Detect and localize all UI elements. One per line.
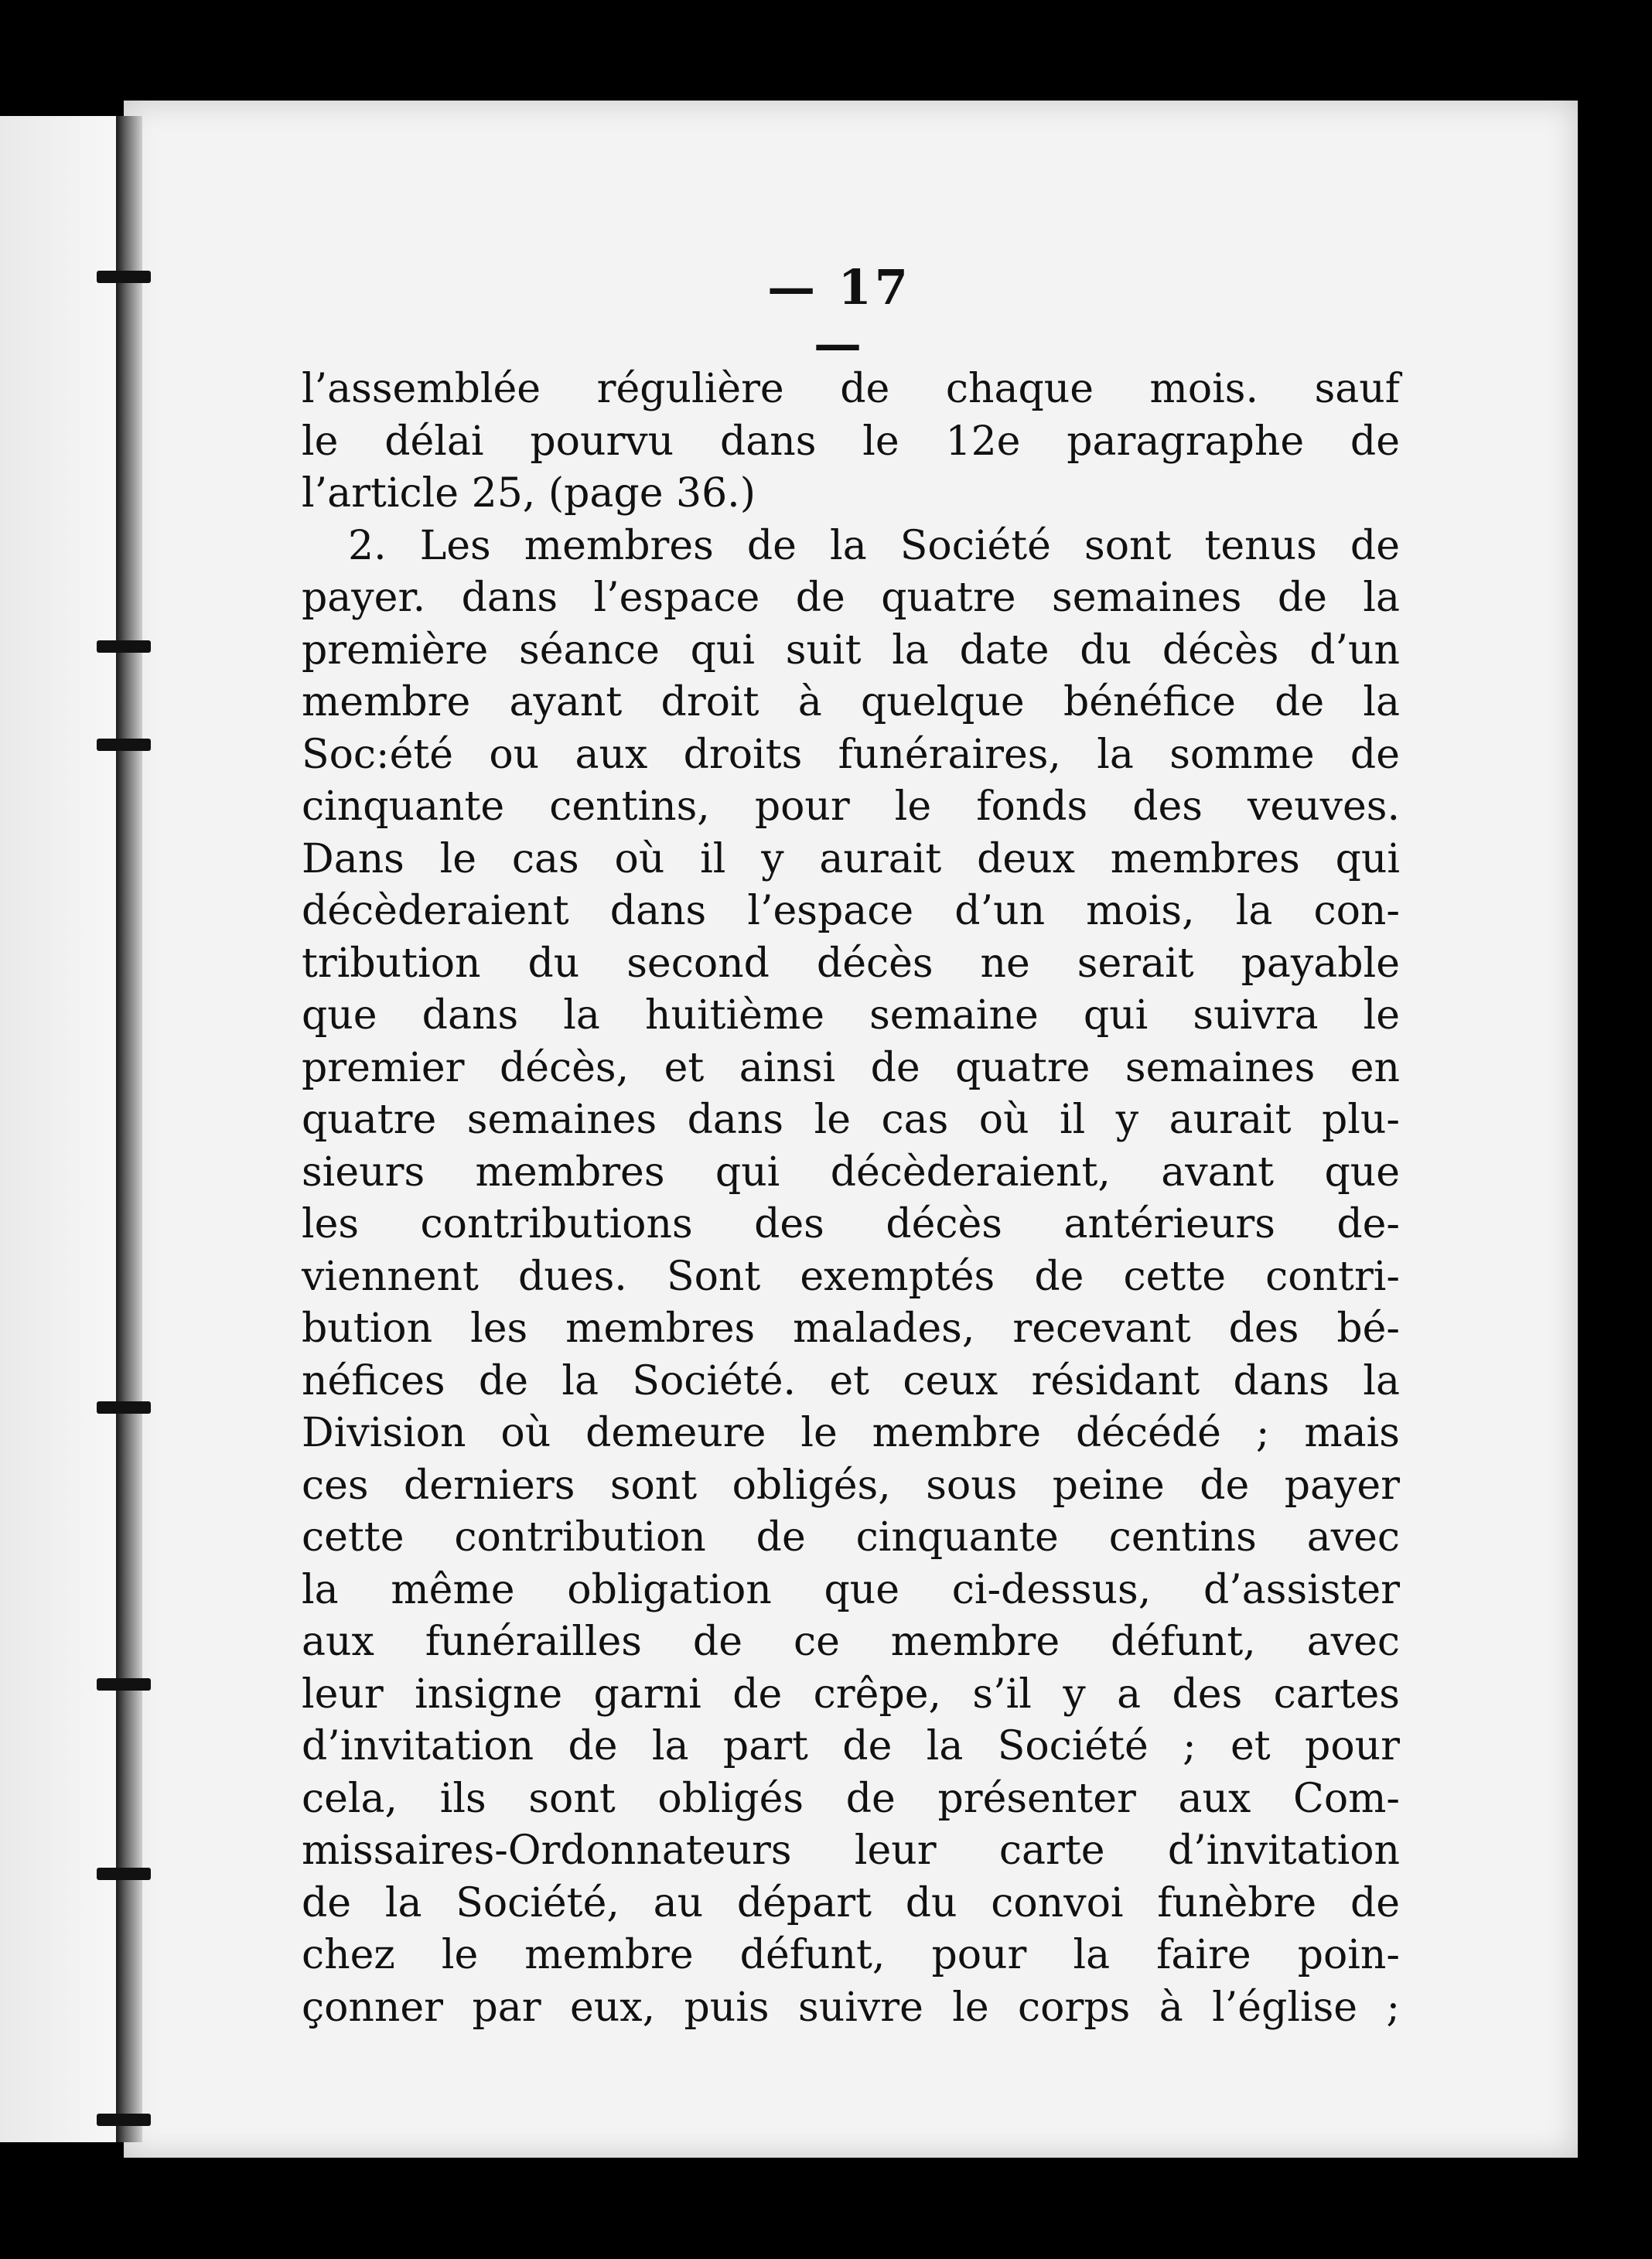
text-line: d’invitation de la part de la Société ; et pour bbox=[302, 1723, 1400, 1769]
binding-stitch bbox=[97, 271, 151, 283]
binding-stitch bbox=[97, 1401, 151, 1414]
text-line: missaires-Ordonnateurs leur carte d’invitation bbox=[302, 1827, 1400, 1874]
text-line: sieurs membres qui décèderaient, avant que bbox=[302, 1148, 1400, 1196]
text-line: payer. dans l’espace de quatre semaines de la bbox=[302, 575, 1400, 621]
binding-stitch bbox=[97, 1678, 151, 1691]
text-line: tribution du second décès ne serait payable bbox=[302, 940, 1400, 987]
text-line: Soc:été ou aux droits funéraires, la somme de bbox=[302, 731, 1400, 778]
text-line: les contributions des décès antérieurs de- bbox=[302, 1201, 1400, 1247]
text-line: l’article 25, (page 36.) bbox=[302, 470, 756, 517]
binding-stitch bbox=[97, 640, 151, 653]
text-line: chez le membre défunt, pour la faire poin- bbox=[302, 1932, 1400, 1978]
text-line: que dans la huitième semaine qui suivra le bbox=[302, 992, 1400, 1039]
text-line: Dans le cas où il y aurait deux membres qui bbox=[302, 835, 1400, 882]
page-number: — 17 — bbox=[767, 259, 911, 372]
body-text bbox=[302, 363, 1400, 2034]
text-line: ces derniers sont obligés, sous peine de payer bbox=[302, 1462, 1400, 1509]
text-line: leur insigne garni de crêpe, s’il y a des cartes bbox=[302, 1670, 1400, 1718]
text-line: aux funérailles de ce membre défunt, avec bbox=[302, 1619, 1400, 1665]
text-line: l’assemblée régulière de chaque mois. sauf bbox=[302, 366, 1400, 412]
text-line: çonner par eux, puis suivre le corps à l’église ; bbox=[302, 1984, 1400, 2031]
text-line: cela, ils sont obligés de présenter aux Com- bbox=[302, 1775, 1400, 1822]
text-line: cinquante centins, pour le fonds des veuves. bbox=[302, 783, 1400, 830]
text-line: quatre semaines dans le cas où il y aurait plu- bbox=[302, 1097, 1400, 1143]
text-line: décèderaient dans l’espace d’un mois, la con- bbox=[302, 888, 1400, 934]
text-line: viennent dues. Sont exemptés de cette contri- bbox=[302, 1253, 1400, 1300]
binding-stitch bbox=[97, 1868, 151, 1880]
book-binding bbox=[116, 116, 142, 2142]
text-line: premier décès, et ainsi de quatre semaines en bbox=[302, 1044, 1400, 1091]
text-line: de la Société, au départ du convoi funèbre de bbox=[302, 1879, 1400, 1926]
text-line: 2. Les membres de la Société sont tenus de bbox=[348, 522, 1400, 569]
text-line: première séance qui suit la date du décès d’un bbox=[302, 626, 1400, 674]
binding-stitch bbox=[97, 739, 151, 751]
text-line: cette contribution de cinquante centins avec bbox=[302, 1514, 1400, 1561]
text-line: Division où demeure le membre décédé ; mais bbox=[302, 1410, 1400, 1456]
facing-page-edge bbox=[0, 116, 116, 2142]
text-line: membre ayant droit à quelque bénéfice de la bbox=[302, 679, 1400, 725]
binding-stitch bbox=[97, 2114, 151, 2126]
text-line: bution les membres malades, recevant des bé- bbox=[302, 1305, 1400, 1352]
text-line: néfices de la Société. et ceux résidant dans la bbox=[302, 1357, 1400, 1404]
text-line: la même obligation que ci-dessus, d’assister bbox=[302, 1566, 1400, 1613]
text-line: le délai pourvu dans le 12e paragraphe de bbox=[302, 418, 1400, 465]
